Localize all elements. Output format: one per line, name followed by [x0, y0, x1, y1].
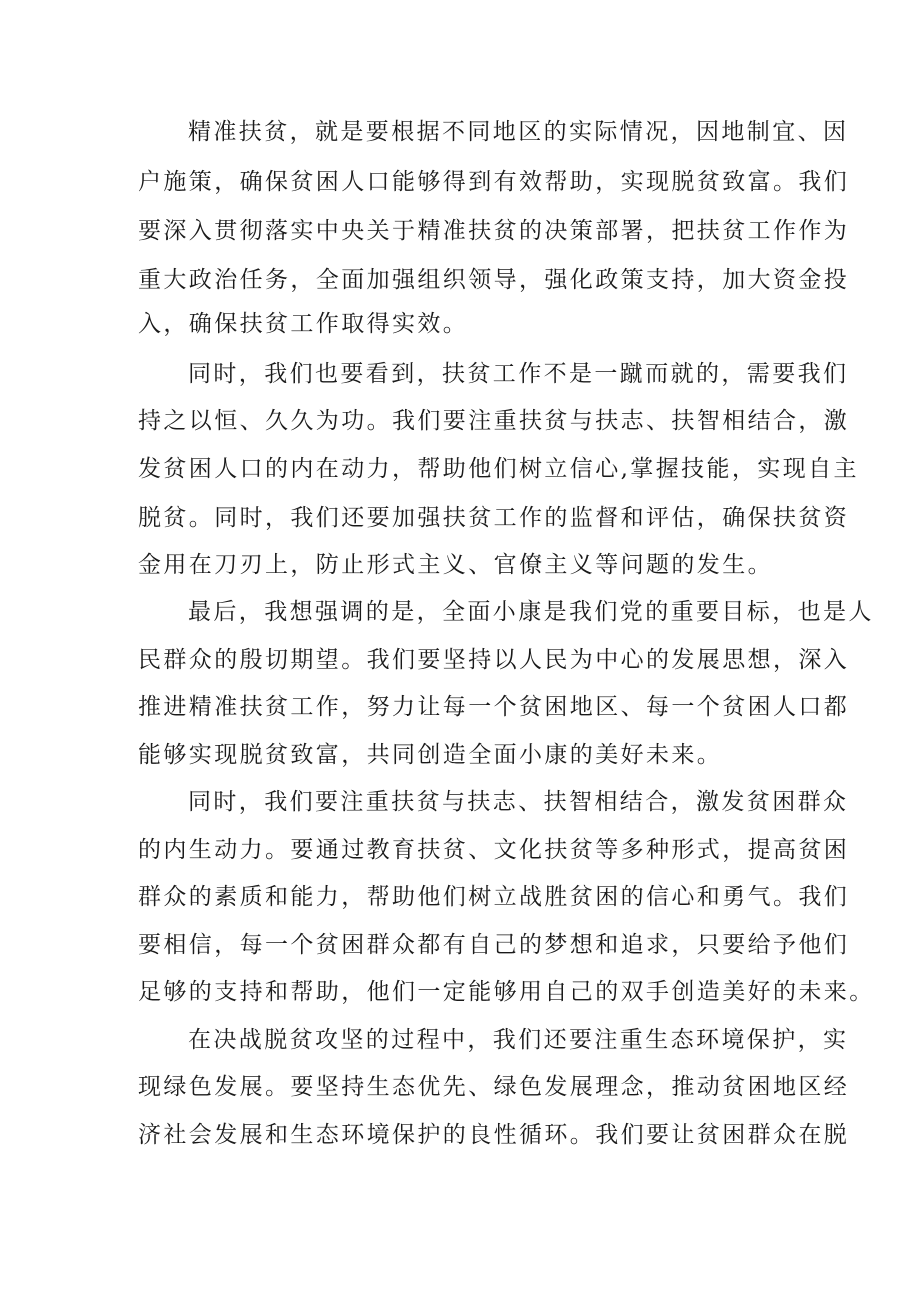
paragraph-4-line-2: 的内生动力。要通过教育扶贫、文化扶贫等多种形式，提高贫困 — [138, 837, 850, 863]
paragraph-4-line-5: 足够的支持和帮助，他们一定能够用自己的双手创造美好的未来。 — [138, 979, 875, 1005]
paragraph-5-line-3: 济社会发展和生态环境保护的良性循环。我们要让贫困群众在脱 — [138, 1122, 850, 1148]
paragraph-3-line-2: 民群众的殷切期望。我们要坚持以人民为中心的发展思想，深入 — [138, 647, 850, 673]
paragraph-4-line-4: 要相信，每一个贫困群众都有自己的梦想和追求，只要给予他们 — [138, 932, 850, 958]
paragraph-3-line-3: 推进精准扶贫工作，努力让每一个贫困地区、每一个贫困人口都 — [138, 694, 850, 720]
paragraph-3-line-1: 最后，我想强调的是，全面小康是我们党的重要目标，也是人 — [188, 599, 874, 625]
paragraph-2-line-4: 脱贫。同时，我们还要加强扶贫工作的监督和评估，确保扶贫资 — [138, 505, 850, 531]
paragraph-2-line-5: 金用在刀刃上，防止形式主义、官僚主义等问题的发生。 — [138, 552, 773, 578]
paragraph-5-line-2: 现绿色发展。要坚持生态优先、绿色发展理念，推动贫困地区经 — [138, 1074, 850, 1100]
paragraph-1-line-1: 精准扶贫，就是要根据不同地区的实际情况，因地制宜、因 — [188, 119, 849, 145]
paragraph-4-line-3: 群众的素质和能力，帮助他们树立战胜贫困的信心和勇气。我们 — [138, 884, 850, 910]
paragraph-2-line-3: 发贫困人口的内在动力，帮助他们树立信心,掌握技能，实现自主 — [138, 456, 859, 482]
paragraph-1-line-3: 要深入贯彻落实中央关于精准扶贫的决策部署，把扶贫工作作为 — [138, 218, 850, 244]
paragraph-2-line-1: 同时，我们也要看到，扶贫工作不是一蹴而就的，需要我们 — [188, 361, 849, 387]
paragraph-1-line-5: 入，确保扶贫工作取得实效。 — [138, 311, 469, 337]
paragraph-3-line-4: 能够实现脱贫致富，共同创造全面小康的美好未来。 — [138, 742, 723, 768]
paragraph-1-line-2: 户施策，确保贫困人口能够得到有效帮助，实现脱贫致富。我们 — [138, 169, 850, 195]
paragraph-1-line-4: 重大政治任务，全面加强组织领导，强化政策支持，加大资金投 — [138, 267, 850, 293]
paragraph-5-line-1: 在决战脱贫攻坚的过程中，我们还要注重生态环境保护，实 — [188, 1027, 849, 1053]
paragraph-2-line-2: 持之以恒、久久为功。我们要注重扶贫与扶志、扶智相结合，激 — [138, 408, 850, 434]
paragraph-4-line-1: 同时，我们要注重扶贫与扶志、扶智相结合，激发贫困群众 — [188, 789, 849, 815]
